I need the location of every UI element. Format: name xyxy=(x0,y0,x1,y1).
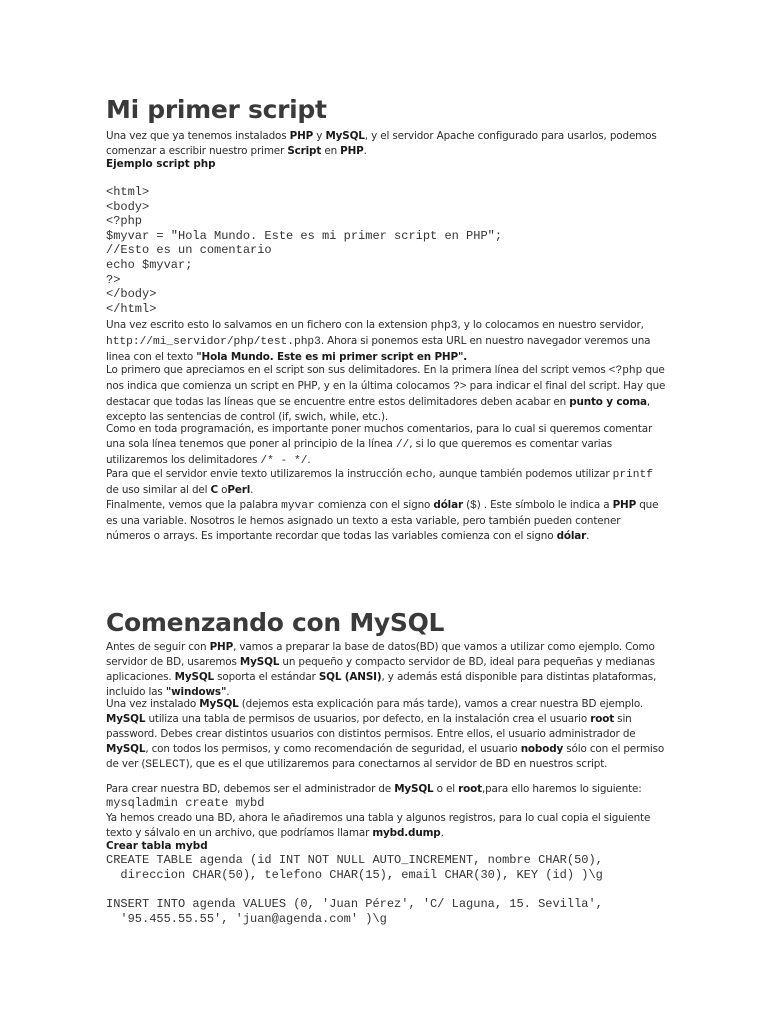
code-line: <html> xyxy=(106,185,150,199)
intro-paragraph: Una vez que ya tenemos instalados PHP y MySQL, y el servidor Apache configurado para usarlos, podemos comenzar a escribir nuestro primer Script en PHP. xyxy=(106,130,657,157)
sql-insert: INSERT INTO agenda VALUES (0, 'Juan Pérez', 'C/ Laguna, 15. Sevilla', '95.455.55.55', 'juan@agenda.com' )\g xyxy=(106,897,603,926)
code-line: </html> xyxy=(106,301,157,316)
paragraph-save-file: Una vez escrito esto lo salvamos en un fichero con la extension php3, y lo colocamos en nuestro servidor, http://mi_servidor/php/test.php3. Ahora si ponemos esta URL en nuestro navegador veremos una linea con el texto "Hola Mundo. Este es mi primer script en PHP". xyxy=(106,319,651,363)
paragraph-mysql-users: Una vez instalado MySQL (dejemos esta explicación para más tarde), vamos a crear nuestra BD ejemplo. MySQL utiliza una tabla de permisos de usuarios, por defecto, en la instalación crea el usuario root sin password. Debes crear distintos usuarios con distintos permisos. Entre ellos, el usuario administrador de MySQL, con todos los permisos, y como recomendación de seguridad, el usuario nobody sólo con el permiso de ver (SELECT), que es el que utilizaremos para conectarnos al servidor de BD en nuestros script. xyxy=(106,698,665,771)
section-title-mi-primer-script: Mi primer script xyxy=(106,95,327,124)
sql-create-table: CREATE TABLE agenda (id INT NOT NULL AUTO_INCREMENT, nombre CHAR(50), direccion CHAR(50), telefono CHAR(15), email CHAR(30), KEY (id) )\g xyxy=(106,853,603,882)
paragraph-echo: Para que el servidor envie texto utilizaremos la instrucción echo, aunque también podemos utilizar printf de uso similar al del C oPerl. xyxy=(106,468,653,496)
create-table-label: Crear tabla mybd xyxy=(106,840,208,852)
paragraph-dump-file: Ya hemos creado una BD, ahora le añadiremos una tabla y algunos registros, para lo cual copia el siguiente texto y sálvalo en un archivo, que podríamos llamar mybd.dump. xyxy=(106,812,651,839)
paragraph-mysql-intro: Antes de seguir con PHP, vamos a preparar la base de datos(BD) que vamos a utilizar como ejemplo. Como servidor de BD, usaremos MySQL un pequeño y compacto servidor de BD, ideal para pequeñas y medianas aplicaciones. MySQL soporta el estándar SQL (ANSI), y además está disponible para distintas plataformas, incluido las "windows". xyxy=(106,641,657,698)
code-line: $myvar = "Hola Mundo. Este es mi primer script en PHP"; xyxy=(106,228,503,243)
section-title-comenzando-mysql: Comenzando con MySQL xyxy=(106,608,445,637)
example-label: Ejemplo script php xyxy=(106,158,216,170)
code-line: ?> xyxy=(106,272,121,287)
mysqladmin-command: mysqladmin create mybd xyxy=(106,796,265,810)
code-line: //Esto es un comentario xyxy=(106,243,272,258)
paragraph-create-db: Para crear nuestra BD, debemos ser el administrador de MySQL o el root,para ello haremos lo siguiente: xyxy=(106,783,642,795)
paragraph-comments: Como en toda programación, es importante poner muchos comentarios, para lo cual si queremos comentar una sola línea tenemos que poner al principio de la línea //, si lo que queremos es comentar varias utilizaremos los delimitadores /* - */. xyxy=(106,423,653,467)
code-line: <?php xyxy=(106,214,143,229)
paragraph-delimiters: Lo primero que apreciamos en el script son sus delimitadores. En la primera línea del script vemos <?php que nos indica que comienza un script en PHP, y en la última colocamos ?> para indicar el final del script. Hay que destacar que todas las líneas que se encuentre entre estos delimitadores deben acabar en punto y coma, excepto las sentencias de control (if, swich, while, etc.). xyxy=(106,364,666,423)
code-line: echo $myvar; xyxy=(106,258,193,272)
paragraph-variables: Finalmente, vemos que la palabra myvar comienza con el signo dólar ($) . Este símbolo le indica a PHP que es una variable. Nosotros le hemos asignado un texto a esta variable, pero también pueden contener números o arrays. Es importante recordar que todas las variables comienza con el signo dólar. xyxy=(106,499,659,542)
code-line: </body> xyxy=(106,287,157,302)
code-line: <body> xyxy=(106,199,150,214)
